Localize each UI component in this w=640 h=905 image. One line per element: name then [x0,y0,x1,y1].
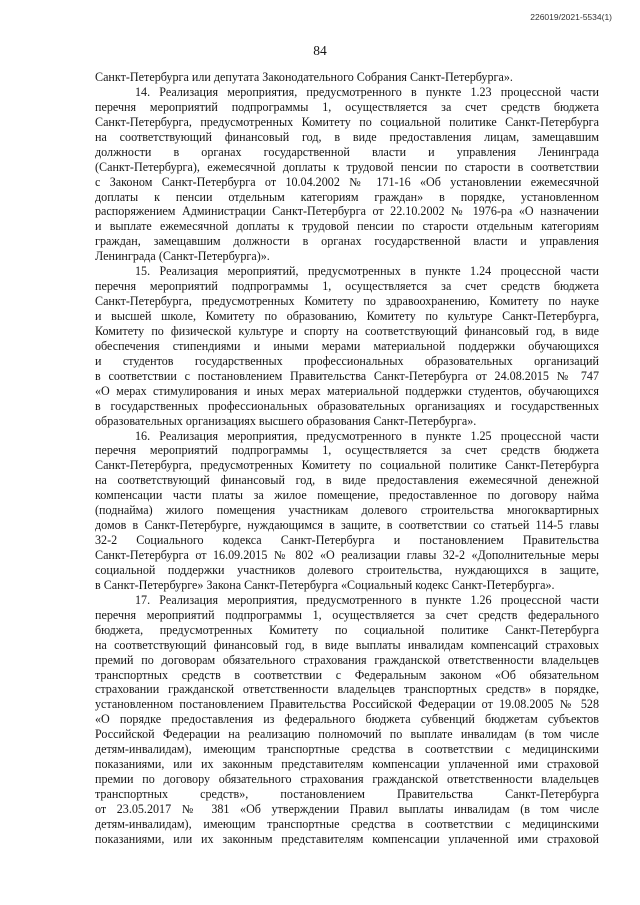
text-line: показаниями, или их законным представителям компенсации уплаченной ими страховой [95,831,599,846]
text-line: Санкт-Петербурга от 16.09.2015 № 802 «О реализации главы 32-2 «Дополнительные меры [95,548,599,562]
text-line: на соответствующий финансовый год, в виде предоставления лицам, замещавшим [95,129,599,144]
text-line: на соответствующий финансовый год, в виде предоставления ежемесячной денежной [95,473,599,488]
text-line: «О порядке предоставления из федерального бюджета субвенций бюджетам субъектов [95,712,599,727]
text-line: 15. Реализация мероприятий, предусмотренных в пункте 1.24 процессной части [135,264,599,279]
text-line: и высшей школе, Комитету по образованию, Комитету по культуре Санкт-Петербурга, [95,309,599,323]
text-line: бюджета, предусмотренных Комитету по социальной политике Санкт-Петербурга [95,622,599,637]
text-line: от 23.05.2017 № 381 «Об утверждении Правил выплаты инвалидам (в том числе [95,801,599,816]
text-line: перечня мероприятий подпрограммы 1, осуществляется за счет средств бюджета [95,443,599,458]
text-line: на соответствующий финансовый год, в виде выплаты инвалидам компенсаций страховых [95,637,599,652]
text-line: домов в Санкт-Петербурге, нуждающимся в защите, в соответствии со статьей 114-5 главы [95,518,599,533]
text-line: детям-инвалидам), имеющим транспортные средства в соответствии с медицинскими [95,816,599,831]
document-number: 226019/2021-5534(1) [530,12,612,22]
text-line: 32-2 Социального кодекса Санкт-Петербурга и постановлением Правительства [95,533,599,548]
text-line: перечня мероприятий подпрограммы 1, осуществляется за счет средств бюджета [95,279,599,294]
text-line: обеспечения стипендиями и иными мерами материальной поддержки обучающихся [95,338,599,353]
text-line: показаниями, или их законным представителям компенсации уплаченной ими страховой [95,757,599,772]
text-line: премий по договорам обязательного страхования гражданской ответственности владельцев [95,652,599,667]
text-line: Комитету по физической культуре и спорту на соответствующий финансовый год, в виде [95,323,599,338]
text-line: и студентов государственных профессиональных образовательных организаций [95,353,599,368]
text-line: в государственных профессиональных образовательных организациях и государственных [95,398,599,413]
text-line: (поднайма) жилого помещения участникам долевого строительства многоквартирных [95,503,599,518]
text-line: в соответствии с постановлением Правительства Санкт-Петербурга от 24.08.2015 № 747 [95,368,599,383]
text-line: «О мерах стимулирования и иных мерах материальной поддержки студентов, обучающихся [95,383,599,398]
text-line: в Санкт-Петербурге» Закона Санкт-Петербурга «Социальный кодекс Санкт-Петербурга». [95,577,555,592]
text-line: детям-инвалидам), имеющим транспортные средства в соответствии с медицинскими [95,742,599,757]
text-line: Санкт-Петербурга, предусмотренных Комитету по здравоохранению, Комитету по науке [95,294,599,309]
text-line: должности в органах государственной власти и управления Ленинграда [95,144,599,159]
text-line: граждан, замещавшим должности в органах государственной власти и управления [95,234,599,249]
text-line: установленном постановлением Правительства Российской Федерации от 19.08.2005 № 528 [95,697,599,712]
text-line: Санкт-Петербурга, предусмотренных Комитету по социальной политике Санкт-Петербурга [95,114,599,129]
text-line: транспортных средств в соответствии с Федеральным законом «Об обязательном [95,667,599,682]
text-line: перечня мероприятий подпрограммы 1, осуществляется за счет средств бюджета [95,99,599,114]
text-line: Санкт-Петербурга или депутата Законодательного Собрания Санкт-Петербурга». [95,70,513,84]
text-line: транспортных средств», постановлением Правительства Санкт-Петербурга [95,787,599,801]
text-line: Ленинграда (Санкт-Петербурга)». [95,249,270,264]
page-number: 84 [313,43,327,58]
text-line: образовательных организациях высшего образования Санкт-Петербурга». [95,413,477,428]
text-line: Санкт-Петербурга, предусмотренных Комитету по социальной политике Санкт-Петербурга [95,458,599,473]
text-line: доплаты к пенсии отдельным категориям граждан» в порядке, установленном [95,189,599,204]
text-line: страховании гражданской ответственности владельцев транспортных средств» в порядке, [95,682,599,697]
text-line: с Законом Санкт-Петербурга от 10.04.2002 № 171-16 «Об установлении ежемесячной [95,174,599,189]
text-line: (Санкт-Петербурга), ежемесячной доплаты к трудовой пенсии по старости в соответствии [95,159,599,174]
text-line: компенсации части платы за жилое помещение, предоставленное по договору найма [95,488,599,503]
text-line: и выплате ежемесячной доплаты к трудовой пенсии по старости отдельным категориям [95,219,599,234]
text-line: социальной поддержки участников долевого строительства, нуждающихся в защите, [95,562,599,577]
text-line: 16. Реализация мероприятия, предусмотренного в пункте 1.25 процессной части [135,428,599,443]
text-line: 17. Реализация мероприятия, предусмотренного в пункте 1.26 процессной части [135,592,599,607]
text-line: распоряжением Администрации Санкт-Петербурга от 22.10.2002 № 1976-ра «О назначении [95,204,599,219]
document-body [95,70,599,847]
text-line: Российской Федерации на реализацию полномочий по выплате инвалидам (в том числе [95,727,599,742]
text-line: 14. Реализация мероприятия, предусмотренного в пункте 1.23 процессной части [135,84,599,99]
text-line: перечня мероприятий подпрограммы 1, осуществляется за счет средств федерального [95,607,599,622]
text-line: премии по договору обязательного страхования гражданской ответственности владельцев [95,772,599,787]
